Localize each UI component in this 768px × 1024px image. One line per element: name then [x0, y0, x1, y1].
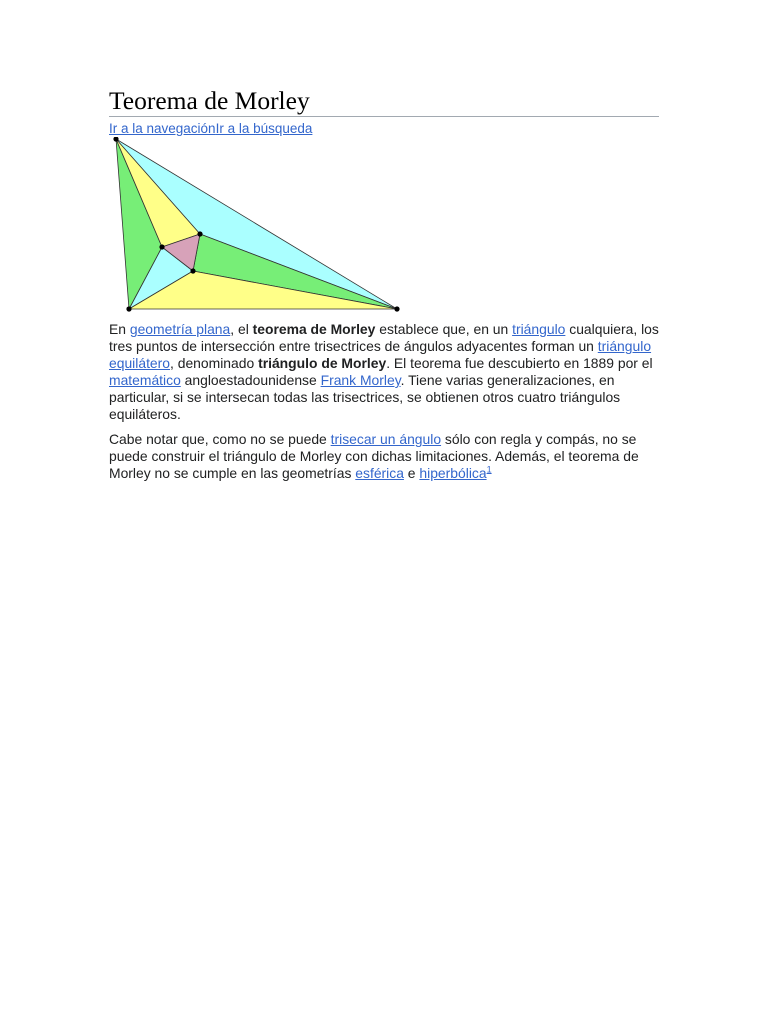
- text-run: , denominado: [170, 355, 259, 371]
- morley-point-1: [197, 231, 202, 236]
- link-hiperbolica[interactable]: hiperbólica: [419, 465, 487, 481]
- morley-triangle-figure: [111, 137, 403, 315]
- link-frank-morley[interactable]: Frank Morley: [320, 372, 401, 388]
- morley-point-2: [159, 244, 164, 249]
- morley-point-3: [190, 268, 195, 273]
- link-triangulo-equilatero[interactable]: triángulo equilátero: [109, 338, 652, 371]
- vertex-b: [126, 306, 131, 311]
- morley-diagram: [113, 137, 399, 312]
- paragraph-intro: [109, 321, 659, 423]
- reference-1-link[interactable]: 1: [486, 464, 492, 475]
- text-run: angloestadounidense: [180, 372, 321, 388]
- bold-teorema-de-morley: teorema de Morley: [252, 321, 376, 337]
- vertex-c: [394, 306, 399, 311]
- text-run: En: [109, 321, 130, 337]
- bold-triangulo-de-morley: triángulo de Morley: [258, 355, 387, 371]
- page-title: Teorema de Morley: [109, 86, 659, 117]
- jump-to-search-link[interactable]: Ir a la búsqueda: [215, 121, 313, 136]
- link-esferica[interactable]: esférica: [355, 465, 404, 481]
- text-run: . El teorema fue descubierto en 1889 por el: [386, 355, 653, 371]
- link-matematico[interactable]: matemático: [109, 372, 181, 388]
- link-trisecar-un-angulo[interactable]: trisecar un ángulo: [330, 431, 442, 447]
- text-run: establece que, en un: [375, 321, 513, 337]
- text-run: , el: [230, 321, 253, 337]
- article: [109, 86, 659, 482]
- link-geometria-plana[interactable]: geometría plana: [129, 321, 231, 337]
- text-run: e: [403, 465, 420, 481]
- text-run: Cabe notar que, como no se puede: [109, 431, 331, 447]
- text-run: sólo con regla y compás, no se puede construir el triángulo de Morley con dichas limitaciones. Además, el teorema de Morley no se cumple en las geometrías: [109, 431, 639, 481]
- text-run: cualquiera, los tres puntos de intersección entre trisectrices de ángulos adyacentes forman un: [109, 321, 659, 354]
- jump-to-navigation-link[interactable]: Ir a la navegación: [109, 121, 216, 136]
- text-run: . Tiene varias generalizaciones, en particular, si se intersecan todas las trisectrices, se obtienen otros cuatro triángulos equiláteros.: [109, 372, 621, 422]
- link-triangulo[interactable]: triángulo: [512, 321, 566, 337]
- jump-links: [109, 121, 659, 137]
- paragraph-note: [109, 431, 659, 482]
